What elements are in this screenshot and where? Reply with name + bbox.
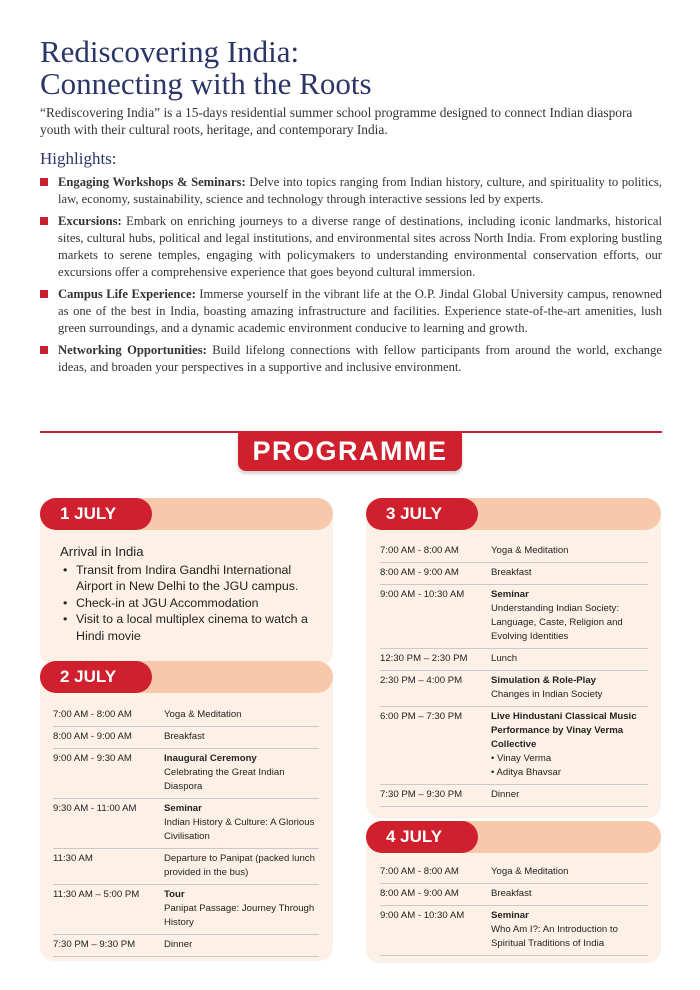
schedule-row [53,885,319,935]
schedule-activity [164,852,319,880]
schedule-activity [491,652,648,666]
schedule-time: 8:00 AM - 9:00 AM [53,731,132,742]
highlight-text: Build lifelong connections with fellow participants from around the world, exchange ideas, and broaden your perspectives in a supportive and inclusive environment. [58,343,662,374]
day1-content [60,544,325,644]
arrival-item: • Visit to a local multiplex cinema to watch a Hindi movie [60,611,325,644]
schedule-activity [491,710,648,780]
activity-detail: Yoga & Meditation [164,709,242,720]
highlight-name: Engaging Workshops & Seminars: [58,175,246,189]
highlights-list [40,174,662,381]
schedule-time: 11:30 AM [53,853,93,864]
day2-schedule [53,705,319,957]
highlight-item [40,174,662,208]
highlight-text: Immerse yourself in the vibrant life at the O.P. Jindal Global University campus, renowned as one of the best in India, boasting amazing infrastructure and facilities. Experience state-of-the-art amenities, lush green surroundings, and a dynamic academic environment conducive to learning and growth. [58,287,662,335]
activity-title: Inaugural Ceremony [164,753,257,764]
square-bullet-icon [40,178,48,186]
schedule-time: 6:00 PM – 7:30 PM [380,711,463,722]
day2-header [40,661,333,693]
schedule-time: 8:00 AM - 9:00 AM [380,888,459,899]
schedule-activity [491,544,648,558]
intro-paragraph: “Rediscovering India” is a 15-days residential summer school programme designed to connect Indian diaspora youth with their cultural roots, heritage, and contemporary India. [40,105,633,137]
schedule-row [380,862,648,884]
schedule-activity [164,888,319,930]
arrival-title: Arrival in India [60,544,144,559]
schedule-row [53,849,319,885]
highlight-text: Embark on enriching journeys to a diverse range of destinations, including iconic landmarks, historical sites, cultural hubs, political and legal institutions, and environmental sites across North India. From exploring bustling markets to serene temples, engaging with policymakers to understanding environmental conservation efforts, our excursions offer a comprehensive experience that goes beyond cultural immersion. [58,214,662,279]
activity-detail: Who Am I?: An Introduction to Spiritual Traditions of India [491,924,618,949]
activity-detail: Breakfast [164,731,205,742]
day4-schedule [380,862,648,956]
schedule-time: 9:00 AM - 9:30 AM [53,753,132,764]
highlight-name: Networking Opportunities: [58,343,207,357]
arrival-item: • Transit from Indira Gandhi International Airport in New Delhi to the JGU campus. [60,562,325,595]
schedule-row [53,727,319,749]
activity-title: Live Hindustani Classical Music Performance by Vinay Verma Collective [491,711,637,750]
activity-detail: Breakfast [491,567,532,578]
schedule-row [380,707,648,785]
day1-label: 1 JULY [40,498,152,530]
schedule-activity [491,788,648,802]
day3-schedule [380,541,648,807]
square-bullet-icon [40,290,48,298]
schedule-time: 7:30 PM – 9:30 PM [380,789,463,800]
day3-header [366,498,661,530]
schedule-time: 9:00 AM - 10:30 AM [380,910,465,921]
schedule-time: 7:00 AM - 8:00 AM [380,545,459,556]
schedule-time: 8:00 AM - 9:00 AM [380,567,459,578]
activity-detail: Panipat Passage: Journey Through History [164,903,315,928]
schedule-activity [491,588,648,644]
activity-detail: Yoga & Meditation [491,545,569,556]
schedule-activity [164,708,319,722]
activity-detail: Understanding Indian Society: Language, Caste, Religion and Evolving Identities [491,603,623,642]
activity-detail: Celebrating the Great Indian Diaspora [164,767,285,792]
schedule-activity [491,887,648,901]
schedule-row [380,541,648,563]
activity-title: Seminar [164,803,202,814]
schedule-time: 9:00 AM - 10:30 AM [380,589,465,600]
schedule-time: 7:00 AM - 8:00 AM [380,866,459,877]
schedule-row [53,749,319,799]
schedule-time: 12:30 PM – 2:30 PM [380,653,468,664]
activity-detail: Indian History & Culture: A Glorious Civilisation [164,817,315,842]
schedule-row [380,563,648,585]
activity-detail: Lunch [491,653,518,664]
schedule-activity [491,909,648,951]
highlight-name: Excursions: [58,214,122,228]
day4-header [366,821,661,853]
activity-detail: Breakfast [491,888,532,899]
day1-header [40,498,333,530]
highlight-item [40,342,662,376]
activity-detail: Yoga & Meditation [491,866,569,877]
activity-detail: Dinner [164,939,193,950]
activity-title: Tour [164,889,185,900]
square-bullet-icon [40,217,48,225]
schedule-activity [164,802,319,844]
schedule-activity [164,752,319,794]
arrival-list [60,562,325,645]
schedule-time: 2:30 PM – 4:00 PM [380,675,463,686]
schedule-activity [491,674,648,702]
schedule-row [53,799,319,849]
schedule-row [380,671,648,707]
schedule-row [380,906,648,956]
programme-banner: PROGRAMME [238,431,462,471]
activity-title: Simulation & Role-Play [491,675,597,686]
schedule-time: 7:30 PM – 9:30 PM [53,939,136,950]
activity-detail: Departure to Panipat (packed lunch provided in the bus) [164,853,315,878]
activity-detail: • Vinay Verma [491,753,552,764]
schedule-activity [164,730,319,744]
schedule-activity [491,566,648,580]
schedule-row [380,785,648,807]
schedule-row [53,935,319,957]
activity-title: Seminar [491,589,529,600]
day4-label: 4 JULY [366,821,478,853]
activity-detail: • Aditya Bhavsar [491,767,562,778]
highlight-item [40,213,662,281]
activity-title: Seminar [491,910,529,921]
arrival-item: • Check-in at JGU Accommodation [60,595,325,612]
highlight-name: Campus Life Experience: [58,287,196,301]
square-bullet-icon [40,346,48,354]
page-title [40,36,660,100]
highlights-heading: Highlights: [40,149,117,168]
schedule-row [380,585,648,649]
schedule-time: 7:00 AM - 8:00 AM [53,709,132,720]
schedule-activity [491,865,648,879]
schedule-row [380,884,648,906]
highlight-item [40,286,662,337]
schedule-time: 11:30 AM – 5:00 PM [53,889,140,900]
day3-label: 3 JULY [366,498,478,530]
title-line-1: Rediscovering India: [40,34,300,69]
day2-label: 2 JULY [40,661,152,693]
activity-detail: Dinner [491,789,520,800]
activity-detail: Changes in Indian Society [491,689,603,700]
title-line-2: Connecting with the Roots [40,66,372,101]
schedule-row [53,705,319,727]
schedule-row [380,649,648,671]
schedule-activity [164,938,319,952]
schedule-time: 9:30 AM - 11:00 AM [53,803,137,814]
highlight-text: Delve into topics ranging from Indian history, culture, and spirituality to politics, law, economy, sustainability, science and technology through interactive sessions led by experts. [58,175,662,206]
